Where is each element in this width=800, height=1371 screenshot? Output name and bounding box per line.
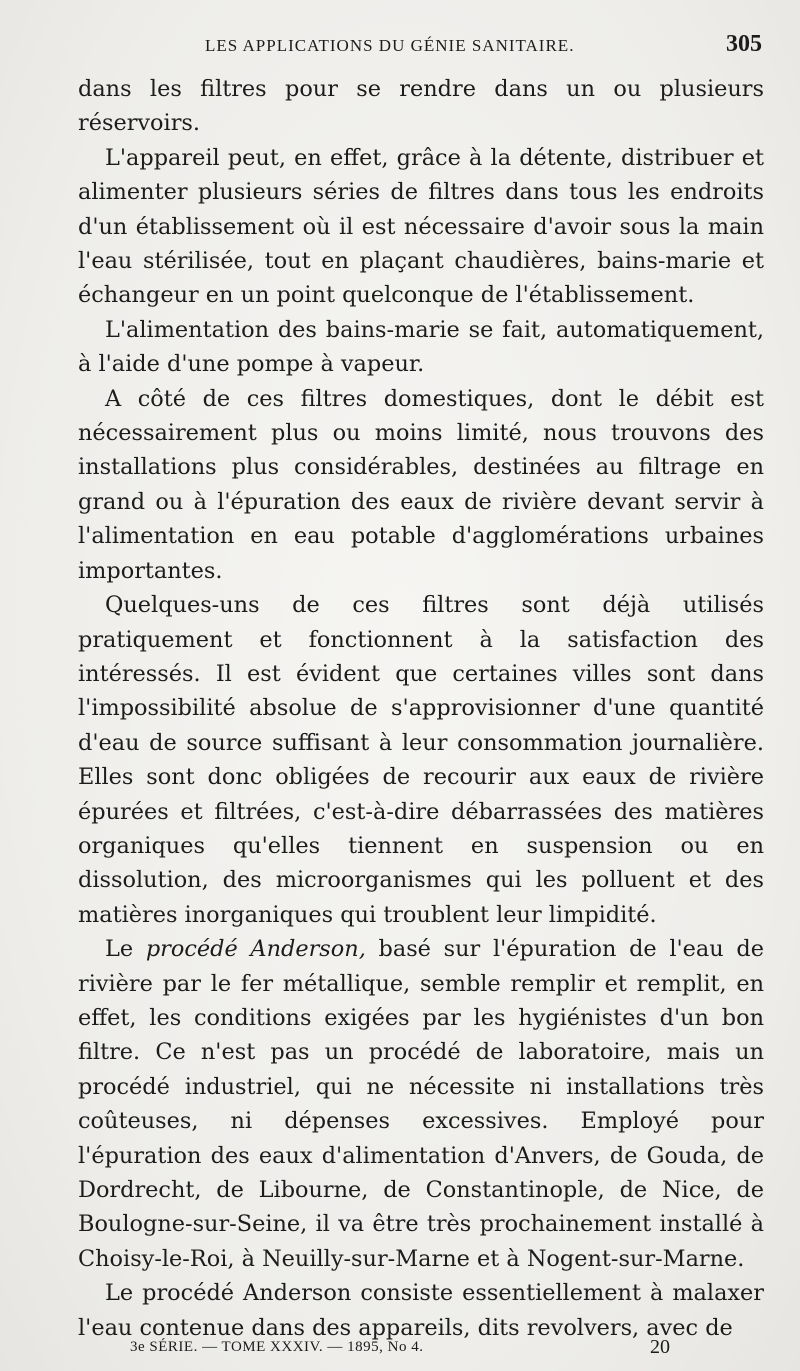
- paragraph-rest: basé sur l'épuration de l'eau de rivière par le fer métallique, semble remplir et remplit, en effet, les conditions exigées par les hygiénistes d'un bon filtre. Ce n'est pas un procédé de laboratoire, mais un procédé industriel, qui ne nécessite ni installations très coûteuses, ni dépenses excessives. Employé pour l'épuration des eaux d'alimentation d'Anvers, de Gouda, de Dordrecht, de Libourne, de Constantinople, de Nice, de Boulogne-sur-Seine, il va être très prochainement installé à Choisy-le-Roi, à Neuilly-sur-Marne et à Nogent-sur-Marne.: [78, 936, 764, 1272]
- signature-mark: 20: [650, 1336, 670, 1358]
- body-text: [78, 72, 764, 1345]
- emphasized-term: procédé Anderson,: [145, 936, 366, 963]
- paragraph-anderson: [78, 932, 764, 1276]
- running-title: LES APPLICATIONS DU GÉNIE SANITAIRE.: [205, 36, 575, 55]
- paragraph: L'alimentation des bains-marie se fait, automatiquement, à l'aide d'une pompe à vapeur.: [78, 316, 764, 378]
- paragraph-lead: Le: [105, 936, 146, 963]
- page-number: 305: [726, 31, 762, 57]
- paragraph: A côté de ces filtres domestiques, dont le débit est nécessairement plus ou moins limité, nous trouvons des installations plus considérables, destinées au filtrage en grand ou à l'épuration des eaux de rivière devant servir à l'alimentation en eau potable d'agglomérations urbaines importantes.: [78, 385, 764, 584]
- paragraph: Quelques-uns de ces filtres sont déjà utilisés pratiquement et fonctionnent à la satisfaction des intéressés. Il est évident que certaines villes sont dans l'impossibilité absolue de s'approvisionner d'une quantité d'eau de source suffisant à leur consommation journalière. Elles sont donc obligées de recourir aux eaux de rivière épurées et filtrées, c'est-à-dire débarrassées des matières organiques qu'elles tiennent en suspension ou en dissolution, des microorganismes qui les polluent et des matières inorganiques qui troublent leur limpidité.: [78, 592, 764, 928]
- series-line: 3e SÉRIE. — TOME XXXIV. — 1895, No 4.: [130, 1339, 424, 1355]
- paragraph: L'appareil peut, en effet, grâce à la détente, distribuer et alimenter plusieurs séries de filtres dans tous les endroits d'un établissement où il est nécessaire d'avoir sous la main l'eau stérilisée, tout en plaçant chaudières, bains-marie et échangeur en un point quelconque de l'établissement.: [78, 144, 764, 309]
- running-header: [205, 30, 762, 62]
- paragraph-continued: dans les filtres pour se rendre dans un ou plusieurs réservoirs.: [78, 76, 764, 137]
- paragraph: Le procédé Anderson consiste essentiellement à malaxer l'eau contenue dans des appareils, dits revolvers, avec de: [78, 1280, 764, 1341]
- page-footer: [130, 1336, 670, 1362]
